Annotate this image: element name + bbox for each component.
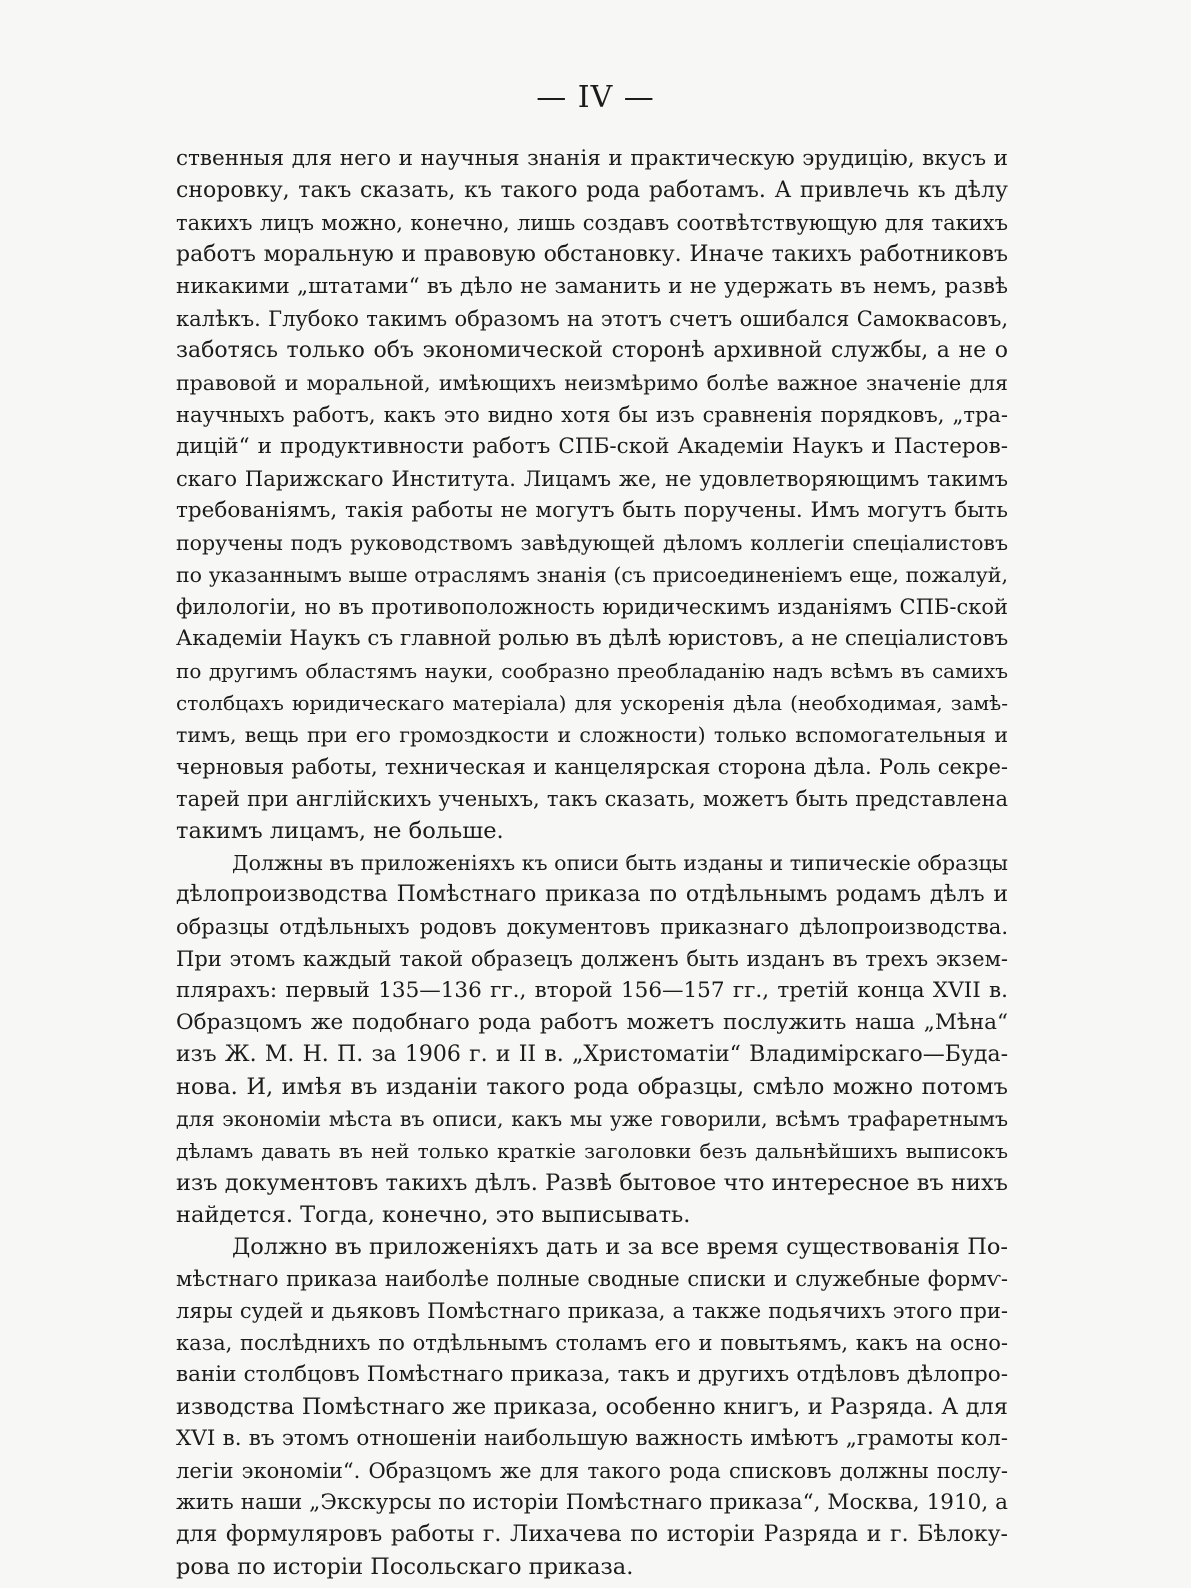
text-line: ляры судей и дьяковъ Помѣстнаго приказа, а также подьячихъ этого при-: [176, 1299, 1008, 1323]
text-line: столбцахъ юридическаго матеріала) для ускоренія дѣла (необходимая, замѣ-: [176, 691, 1008, 715]
text-line: дѣламъ давать въ ней только краткіе заголовки безъ дальнѣйшихъ выписокъ: [176, 1139, 1008, 1163]
text-line: найдется. Тогда, конечно, это выписывать.: [176, 1202, 691, 1228]
text-line: жить наши „Экскурсы по исторіи Помѣстнаго приказа“, Москва, 1910, а: [176, 1490, 1008, 1515]
text-line: тимъ, вещь при его громоздкости и сложности) только вспомогательныя и: [176, 723, 1008, 747]
text-line: ваніи столбцовъ Помѣстнаго приказа, такъ и другихъ отдѣловъ дѣлопро-: [176, 1362, 1008, 1387]
text-line: никакими „штатами“ въ дѣло не заманить и не удержать въ немъ, развѣ: [176, 274, 1008, 299]
text-line: работъ моральную и правовую обстановку. Иначе такихъ работниковъ: [176, 242, 1008, 267]
text-line: заботясь только объ экономической сторонѣ архивной службы, а не о: [176, 338, 1008, 363]
text-line: изъ Ж. М. Н. П. за 1906 г. и II в. „Христоматіи“ Владимірскаго—Буда-: [176, 1042, 1008, 1067]
text-line: такихъ лицъ можно, конечно, лишь создавъ соотвѣтствующую для такихъ: [176, 211, 1008, 235]
text-line: требованіямъ, такія работы не могутъ быть поручены. Имъ могутъ быть: [176, 498, 1008, 523]
text-line: тарей при англійскихъ ученыхъ, такъ сказать, можетъ быть представлена: [176, 787, 1008, 811]
text-line: черновыя работы, техническая и канцелярская сторона дѣла. Роль секре-: [176, 755, 1008, 779]
text-line: поручены подъ руководствомъ завѣдующей дѣломъ коллегіи спеціалистовъ: [176, 531, 1008, 555]
text-line: образцы отдѣльныхъ родовъ документовъ приказнаго дѣлопроизводства.: [176, 915, 1008, 939]
text-line: филологіи, но въ противоположность юридическимъ изданіямъ СПБ-ской: [176, 595, 1008, 619]
text-line: правовой и моральной, имѣющихъ неизмѣримо болѣе важное значеніе для: [176, 371, 1008, 395]
text-line: нова. И, имѣя въ изданіи такого рода образцы, смѣло можно потомъ: [176, 1074, 1008, 1100]
body-text: [176, 143, 1008, 1583]
text-line: При этомъ каждый такой образецъ долженъ быть изданъ въ трехъ экзем-: [176, 947, 1008, 971]
text-line: мѣстнаго приказа наиболѣе полные сводные списки и служебные формѵ-: [176, 1267, 1008, 1291]
text-line: ственныя для него и научныя знанія и практическую эрудицію, вкусъ и: [176, 146, 1008, 171]
text-line: скаго Парижскаго Института. Лицамъ же, не удовлетворяющимъ такимъ: [176, 467, 1008, 491]
text-line: дѣлопроизводства Помѣстнаго приказа по отдѣльнымъ родамъ дѣлъ и: [176, 882, 1008, 907]
text-line: дицій“ и продуктивности работъ СПБ-ской Академіи Наукъ и Пастеров-: [176, 434, 1008, 459]
text-line: по другимъ областямъ науки, сообразно преобладанію надъ всѣмъ въ самихъ: [176, 659, 1008, 683]
text-line: рова по исторіи Посольскаго приказа.: [176, 1554, 634, 1580]
text-line: легіи экономіи“. Образцомъ же для такого рода списковъ должны послу-: [176, 1459, 1008, 1483]
text-line: такимъ лицамъ, не больше.: [176, 818, 504, 844]
text-line: сноровку, такъ сказать, къ такого рода работамъ. А привлечь къ дѣлу: [176, 178, 1008, 203]
page-number: — IV —: [536, 80, 655, 115]
text-line: Должны въ приложеніяхъ къ описи быть изданы и типическіе образцы: [232, 851, 1008, 875]
text-line: для экономіи мѣста въ описи, какъ мы уже говорили, всѣмъ трафаретнымъ: [176, 1107, 1008, 1131]
text-line: Академіи Наукъ съ главной ролью въ дѣлѣ юристовъ, а не спеціалистовъ: [176, 626, 1009, 651]
paragraph-3: [176, 1231, 1008, 1583]
text-line: Должно въ приложеніяхъ дать и за все время существованія По-: [232, 1234, 1008, 1260]
paragraph-1: [176, 143, 1008, 847]
text-line: изъ документовъ такихъ дѣлъ. Развѣ бытовое что интересное въ нихъ: [176, 1170, 1008, 1196]
text-line: XVI в. въ этомъ отношеніи наибольшую важность имѣютъ „грамоты кол-: [176, 1426, 1008, 1451]
text-line: плярахъ: первый 135—136 гг., второй 156—157 гг., третій конца XVII в.: [176, 978, 1008, 1003]
text-line: по указаннымъ выше отраслямъ знанія (съ присоединеніемъ еще, пожалуй,: [176, 563, 1008, 587]
text-line: калѣкъ. Глубоко такимъ образомъ на этотъ счетъ ошибался Самоквасовъ,: [176, 307, 1008, 331]
text-line: изводства Помѣстнаго же приказа, особенно книгъ, и Разряда. А для: [176, 1394, 1008, 1420]
text-line: для формуляровъ работы г. Лихачева по исторіи Разряда и г. Бѣлоку-: [176, 1522, 1008, 1547]
paragraph-2: [176, 847, 1008, 1231]
text-line: научныхъ работъ, какъ это видно хотя бы изъ сравненія порядковъ, „тра-: [176, 403, 1008, 427]
text-line: каза, послѣднихъ по отдѣльнымъ столамъ его и повытьямъ, какъ на осно-: [176, 1331, 1008, 1355]
text-line: Образцомъ же подобнаго рода работъ можетъ послужить наша „Мѣна“: [176, 1010, 1008, 1035]
